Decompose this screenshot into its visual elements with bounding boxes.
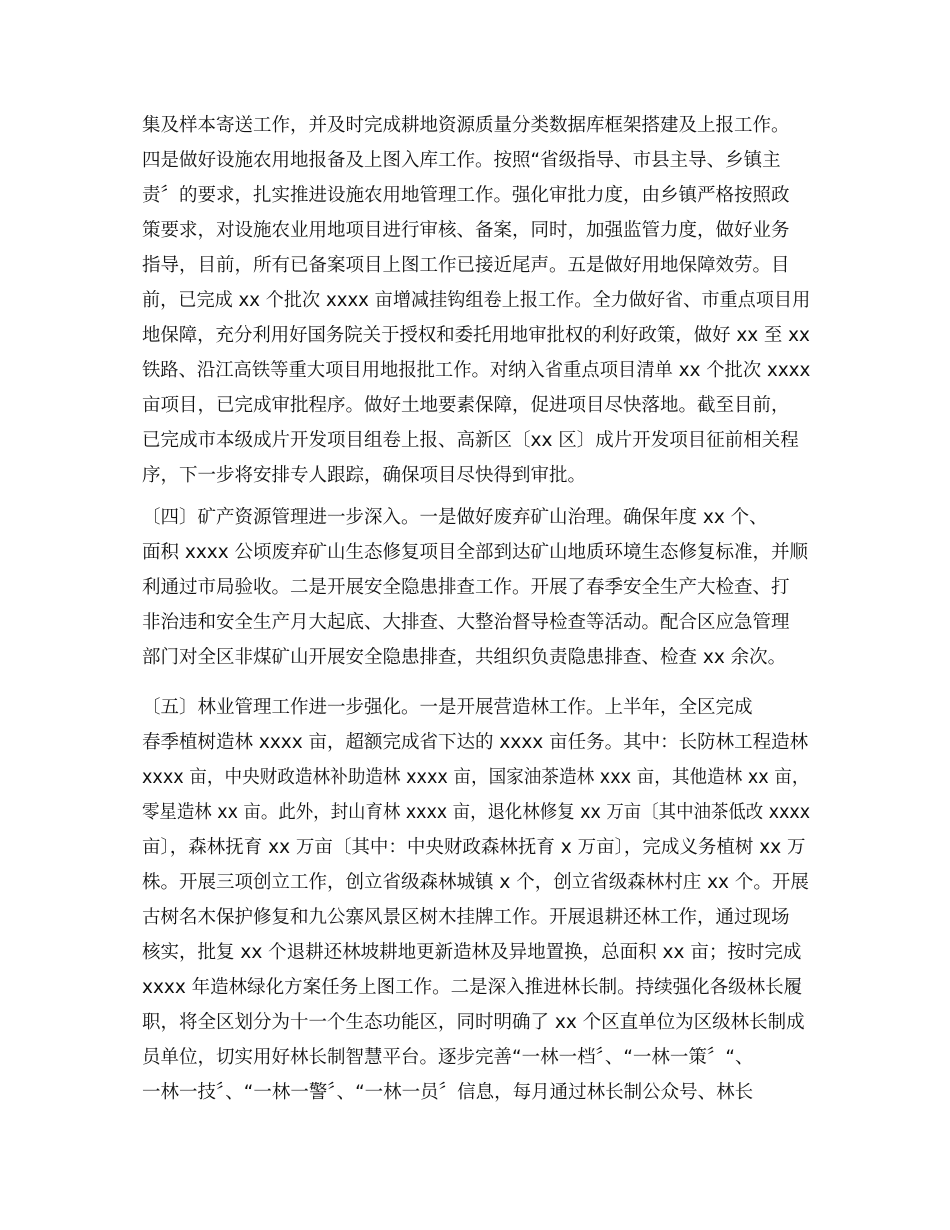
text-line: 一林一技〞、“一林一警〞、“一林一员〞信息，每月通过林长制公众号、林长 (142, 1082, 754, 1103)
text-line: 四是做好设施农用地报备及上图入库工作。按照“省级指导、市县主导、乡镇主 (142, 150, 781, 171)
text-line: 职，将全区划分为十一个生态功能区，同时明确了 xx 个区直单位为区级林长制成 (142, 1012, 805, 1033)
text-line: 株。开展三项创立工作，创立省级森林城镇 x 个，创立省级森林村庄 xx 个。开展 (142, 872, 809, 893)
text-line: 亩〕，森林抚育 xx 万亩〔其中：中央财政森林抚育 x 万亩〕，完成义务植树 xx 万 (142, 837, 806, 858)
paragraph-land-use (142, 108, 810, 493)
text-line: 春季植树造林 xxxx 亩，超额完成省下达的 xxxx 亩任务。其中：长防林工程造林 (142, 732, 809, 753)
text-line: xxxx 年造林绿化方案任务上图工作。二是深入推进林长制。持续强化各级林长履 (142, 977, 803, 998)
text-line: 策要求，对设施农业用地项目进行审核、备案，同时，加强监管力度，做好业务 (142, 220, 790, 241)
text-line: 〔四〕矿产资源管理进一步深入。一是做好废弃矿山治理。确保年度 xx 个、 (142, 507, 768, 528)
text-line: 核实，批复 xx 个退耕还林坡耕地更新造林及异地置换，总面积 xx 亩；按时完成 (142, 942, 802, 963)
text-line: 员单位，切实用好林长制智慧平台。逐步完善“一林一档〞、“一林一策〞“、 (142, 1047, 754, 1068)
text-line: 非治违和安全生产月大起底、大排查、大整治督导检查等活动。配合区应急管理 (142, 612, 790, 633)
text-line: xxxx 亩，中央财政造林补助造林 xxxx 亩，国家油茶造林 xxx 亩，其他造林 xx 亩， (142, 767, 810, 788)
text-line: 面积 xxxx 公顷废弃矿山生态修复项目全部到达矿山地质环境生态修复标准，并顺 (142, 542, 809, 563)
text-line: 零星造林 xx 亩。此外，封山育林 xxxx 亩，退化林修复 xx 万亩〔其中油茶低改 xxxx (142, 802, 811, 823)
text-line: 指导，目前，所有已备案项目上图工作已接近尾声。五是做好用地保障效劳。目 (142, 255, 790, 276)
text-line: 责〞的要求，扎实推进设施农用地管理工作。强化审批力度，由乡镇严格按照政 (142, 185, 790, 206)
text-line: 古树名木保护修复和九公寨风景区树木挂牌工作。开展退耕还林工作，通过现场 (142, 907, 790, 928)
text-line: 地保障，充分利用好国务院关于授权和委托用地审批权的利好政策，做好 xx 至 xx (142, 325, 810, 346)
paragraph-forestry (142, 690, 810, 1110)
text-line: 已完成市本级成片开发项目组卷上报、高新区〔xx 区〕成片开发项目征前相关程 (142, 430, 799, 451)
text-line: 铁路、沿江高铁等重大项目用地报批工作。对纳入省重点项目清单 xx 个批次 xxxx (142, 360, 811, 381)
text-line: 部门对全区非煤矿山开展安全隐患排查，共组织负责隐患排查、检查 xx 余次。 (142, 647, 787, 668)
text-line: 序，下一步将安排专人跟踪，确保项目尽快得到审批。 (142, 465, 587, 486)
paragraph-mineral-resources (142, 500, 810, 675)
text-line: 〔五〕林业管理工作进一步强化。一是开展营造林工作。上半年，全区完成 (142, 697, 753, 718)
text-line: 利通过市局验收。二是开展安全隐患排查工作。开展了春季安全生产大检查、打 (142, 577, 790, 598)
text-line: 前，已完成 xx 个批次 xxxx 亩增减挂钩组卷上报工作。全力做好省、市重点项目用 (142, 290, 811, 311)
text-line: 集及样本寄送工作，并及时完成耕地资源质量分类数据库框架搭建及上报工作。 (142, 115, 790, 136)
text-line: 亩项目，已完成审批程序。做好土地要素保障，促进项目尽快落地。截至目前， (142, 395, 790, 416)
